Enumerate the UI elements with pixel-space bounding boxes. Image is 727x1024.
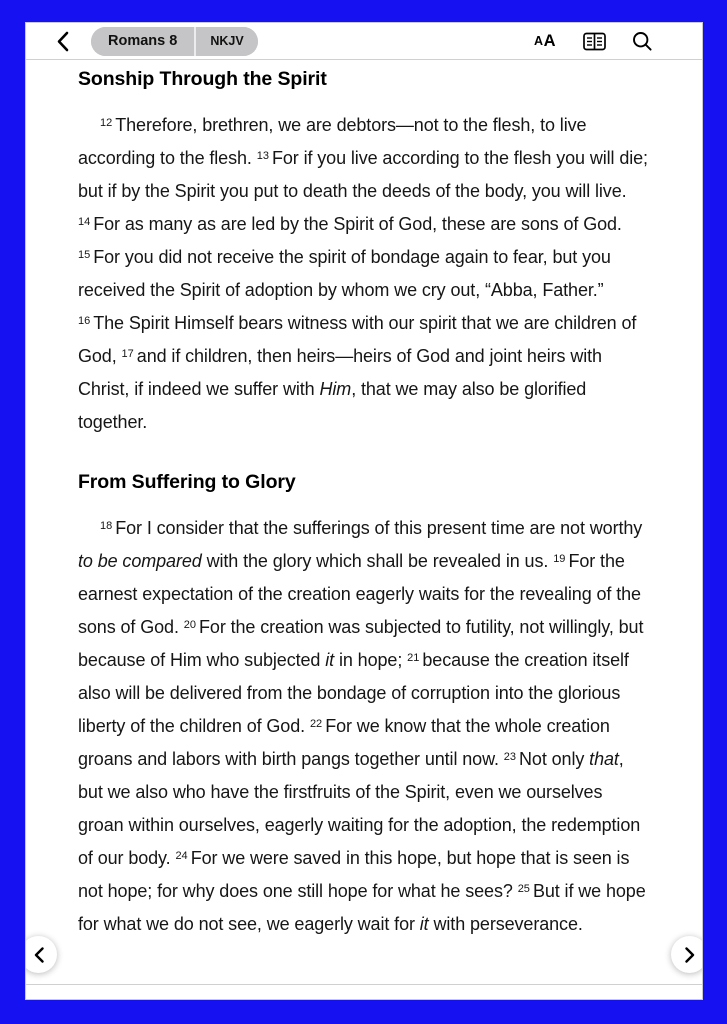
verse-text: For you did not receive the spirit of bondage again to fear, but you received the Spirit of adoption by whom we cry out, “Abba, Father.” xyxy=(78,247,611,300)
scripture-content[interactable] xyxy=(26,60,702,981)
search-icon xyxy=(632,31,652,51)
open-book-icon xyxy=(583,32,606,51)
verse-text-italic: to be compared xyxy=(78,551,202,571)
section-heading: Sonship Through the Spirit xyxy=(78,68,327,90)
reference-selector xyxy=(91,27,258,56)
verse-text-italic: it xyxy=(419,914,429,934)
next-page-button[interactable] xyxy=(671,936,703,973)
font-settings-small-a: A xyxy=(534,34,544,48)
search-button[interactable] xyxy=(632,31,652,51)
verse-number: 25 xyxy=(517,882,530,895)
bottom-toolbar-divider xyxy=(26,984,702,999)
verse-number: 20 xyxy=(183,618,197,631)
verse-text-italic: that xyxy=(589,749,619,769)
verse-number: 16 xyxy=(78,314,91,327)
verse-17[interactable] xyxy=(78,346,602,432)
verse-number: 17 xyxy=(121,347,134,360)
verse-number: 12 xyxy=(100,116,113,129)
verse-text: , that we may also be glorified together. xyxy=(78,379,587,432)
verse-text: For the earnest expectation of the creation eagerly waits for the revealing of the sons of God. xyxy=(78,551,641,637)
verse-text-italic: it xyxy=(325,650,335,670)
verse-text: For the creation was subjected to futility, not willingly, but because of Him who subjected xyxy=(78,617,644,670)
chevron-left-icon xyxy=(34,947,44,963)
verse-text: For I consider that the sufferings of this present time are not worthy xyxy=(115,518,643,538)
bible-app-window xyxy=(25,22,703,1000)
verse-text: , but we also who have the firstfruits of the Spirit, even we ourselves groan within ourselves, eagerly waiting for the adoption, the redemption of our body. xyxy=(78,749,641,868)
scripture-section xyxy=(78,66,652,439)
verse-number: 13 xyxy=(256,149,269,162)
verse-number: 23 xyxy=(503,750,517,763)
verse-text-italic: Him xyxy=(319,379,352,399)
font-settings-button[interactable] xyxy=(534,32,556,51)
verse-paragraph xyxy=(78,512,652,941)
verse-number: 19 xyxy=(553,552,566,565)
back-button[interactable] xyxy=(56,31,69,52)
verse-text: For if you live according to the flesh you will die; but if by the Spirit you put to death the deeds of the body, you will live. xyxy=(78,148,648,201)
verse-text: because the creation itself also will be delivered from the bondage of corruption into the glorious liberty of the children of God. xyxy=(78,650,629,736)
verse-number: 18 xyxy=(100,519,113,532)
version-button[interactable]: NKJV xyxy=(196,27,257,56)
verse-text: and if children, then heirs—heirs of God and joint heirs with Christ, if indeed we suffer with xyxy=(78,346,602,399)
verse-paragraph xyxy=(78,109,652,439)
navigation-bar xyxy=(26,23,702,60)
verse-text: For we know that the whole creation groans and labors with birth pangs together until now. xyxy=(78,716,610,769)
chevron-right-icon xyxy=(685,947,695,963)
scripture-section xyxy=(78,469,652,941)
verse-number: 24 xyxy=(175,849,188,862)
section-heading: From Suffering to Glory xyxy=(78,471,296,493)
font-settings-big-a: A xyxy=(543,31,556,50)
verse-text: But if we hope for what we do not see, we eagerly wait for xyxy=(78,881,646,934)
verse-text: For as many as are led by the Spirit of God, these are sons of God. xyxy=(93,214,622,234)
verse-text: The Spirit Himself bears witness with our spirit that we are children of God, xyxy=(78,313,637,366)
chevron-left-icon xyxy=(56,31,69,52)
verse-number: 22 xyxy=(309,717,323,730)
verse-15[interactable] xyxy=(78,247,611,300)
verse-number: 15 xyxy=(78,248,91,261)
verse-text: Therefore, brethren, we are debtors—not to the flesh, to live according to the flesh. xyxy=(78,115,587,168)
verse-text: Not only xyxy=(519,749,590,769)
verse-text: with the glory which shall be revealed in us. xyxy=(201,551,549,571)
verse-text: For we were saved in this hope, but hope that is seen is not hope; for why does one still hope for what he sees? xyxy=(78,848,630,901)
verse-text: with perseverance. xyxy=(428,914,583,934)
verse-number: 21 xyxy=(407,651,420,664)
verse-number: 14 xyxy=(78,215,91,228)
verse-14[interactable] xyxy=(78,214,622,234)
reader-view-button[interactable] xyxy=(583,32,606,51)
verse-text: in hope; xyxy=(334,650,403,670)
book-chapter-button[interactable]: Romans 8 xyxy=(91,27,194,56)
